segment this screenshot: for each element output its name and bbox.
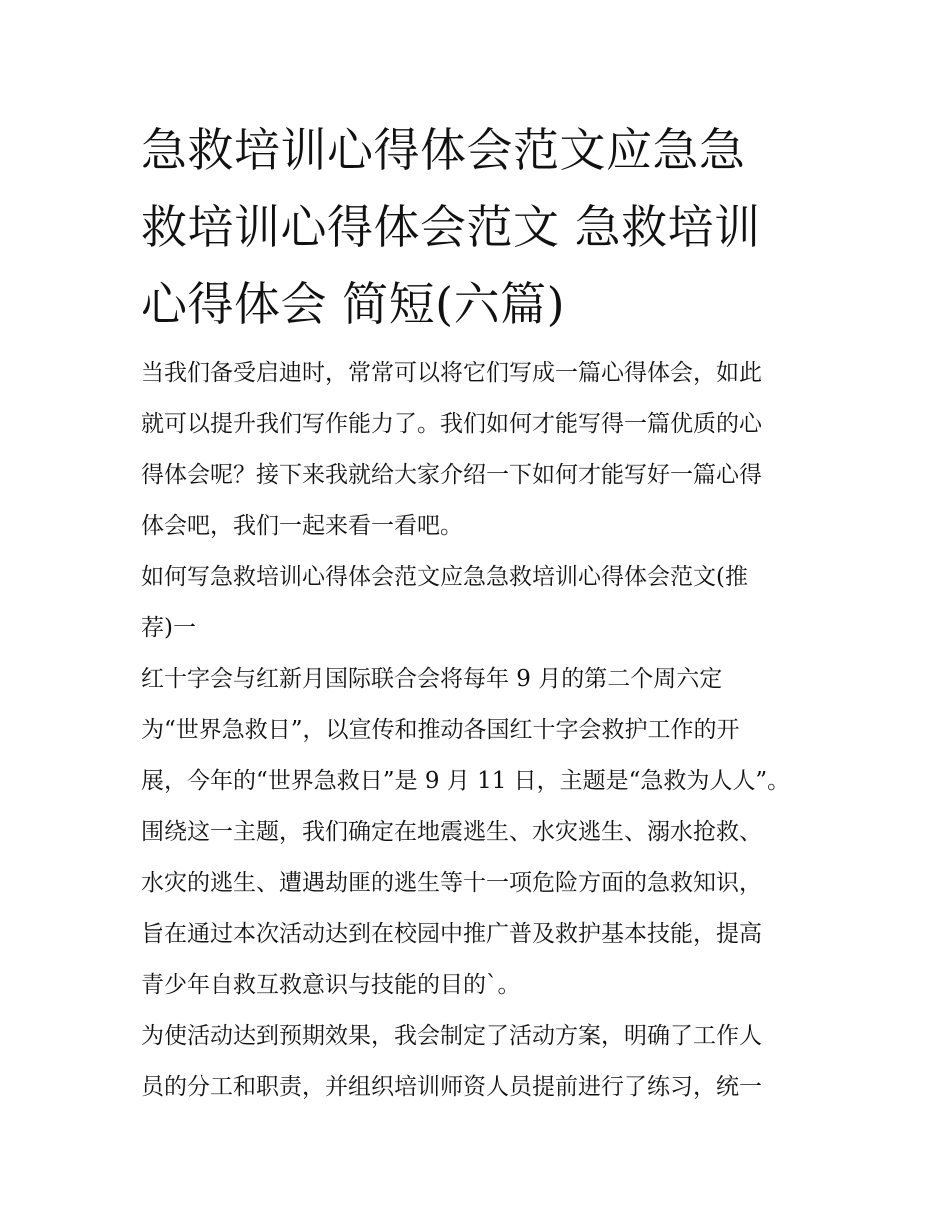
document-content: [141, 112, 821, 1113]
paragraph-section-heading: 如何写急救培训心得体会范文应急急救培训心得体会范文(推 荐)一: [141, 564, 748, 641]
document-body: [141, 348, 821, 1113]
paragraph-intro: 当我们备受启迪时，常常可以将它们写成一篇心得体会，如此 就可以提升我们写作能力了。我们如何才能写得一篇优质的心 得体会呢？接下来我就给大家介绍一下如何才能写好一篇心得 体会吧，我们一起来看一看吧。: [141, 360, 762, 539]
paragraph-world-first-aid-day: 红十字会与红新月国际联合会将每年 9 月的第二个周六定 为“世界急救日”，以宣传和推动各国红十字会救护工作的开 展，今年的“世界急救日”是 9 月 11 日，主题是“急救为人人”。 围绕这一主题，我们确定在地震逃生、水灾逃生、溺水抢救、 水灾的逃生、遭遇劫匪的逃生等十一项危险方面的急救知识， 旨在通过本次活动达到在校园中推广普及救护基本技能，提高 青少年自救互救意识与技能的目的`。: [141, 666, 791, 998]
paragraph-activity-plan: 为使活动达到预期效果，我会制定了活动方案，明确了工作人 员的分工和职责，并组织培训师资人员提前进行了练习，统一: [141, 1023, 762, 1100]
document-title: 急救培训心得体会范文应急急 救培训心得体会范文 急救培训 心得体会 简短(六篇): [141, 123, 761, 331]
